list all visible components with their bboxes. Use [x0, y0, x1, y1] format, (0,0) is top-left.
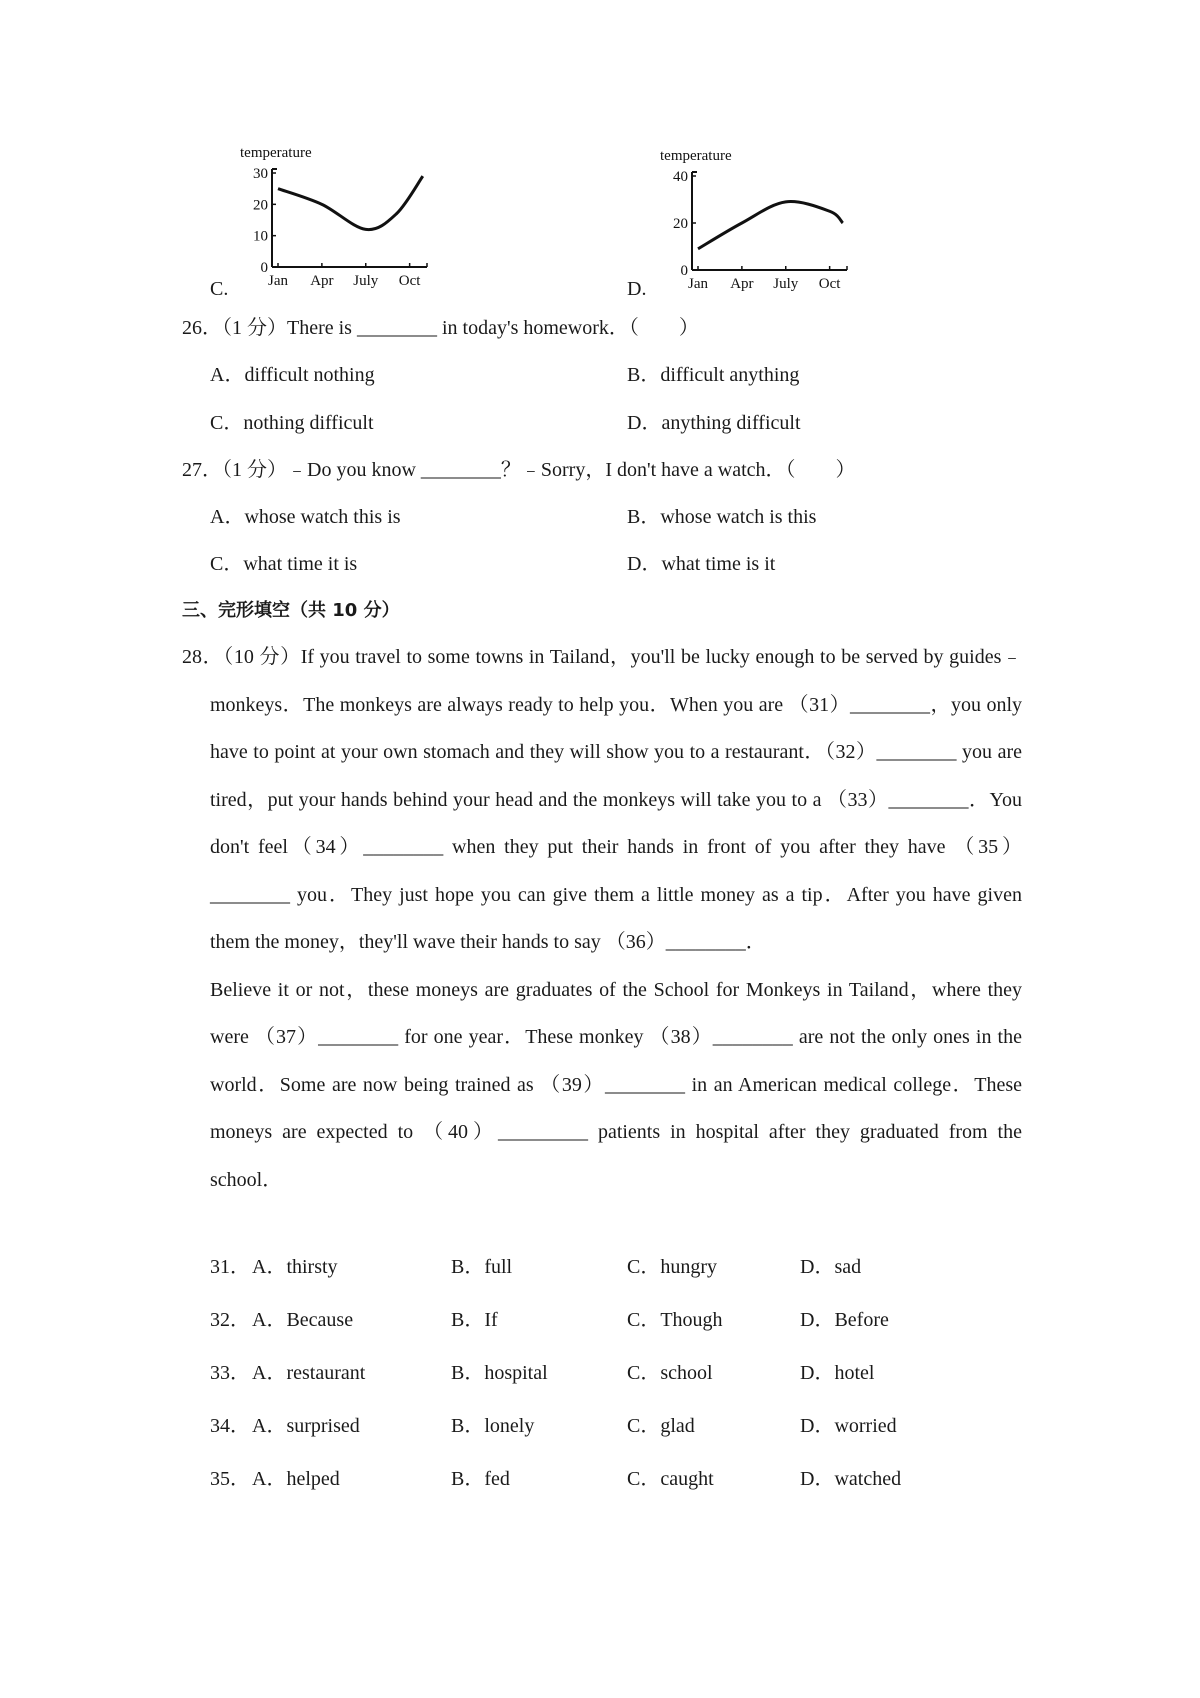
passage-paragraph-1: [182, 634, 1022, 967]
chart-c: [240, 145, 440, 300]
x-tick-label: Apr: [310, 273, 334, 289]
passage-paragraph-2-text: Believe it or not，these moneys are graduates of the School for Monkeys in Tailand，where they were （37）________ for one year．These monkey （38）________ are not the only ones in the world．Some are now being trained as （39）________ in an American medical college．These moneys are expected to （40）_________ patients in hospital after they graduated from the school．: [210, 978, 1022, 1191]
option-c-label: C.: [210, 278, 229, 300]
option-a[interactable]: A．helped: [252, 1468, 340, 1490]
y-axis-label: temperature: [660, 148, 732, 164]
option-number: 32．: [210, 1309, 250, 1331]
option-d[interactable]: D．worried: [800, 1415, 897, 1437]
option-d[interactable]: D．Before: [800, 1309, 889, 1331]
y-axis-label: temperature: [240, 145, 312, 161]
option-number: 31．: [210, 1256, 250, 1278]
passage-paragraph-1-text: 28．（10 分）If you travel to some towns in Tailand，you'll be lucky enough to be served by guides﹣monkeys．The monkeys are always ready to help you．When you are （31）________，you only have to point at your own stomach and they will show you to a restaurant．（32）________ you are tired，put your hands behind your head and the monkeys will take you to a （33）________．You don't feel（34）________ when they put their hands in front of you after they have （35）________ you．They just hope you can give them a little money as a tip．After you have given them the money，they'll wave their hands to say （36）________．: [182, 646, 1022, 953]
option-c[interactable]: C．school: [627, 1362, 713, 1384]
temperature-series-line: [278, 176, 423, 229]
option-b[interactable]: B．full: [451, 1256, 513, 1278]
y-tick-label: 30: [253, 166, 268, 182]
question-27-option-b[interactable]: B．whose watch is this: [627, 506, 817, 528]
chart-d-svg: [660, 148, 860, 298]
chart-c-svg: [240, 145, 440, 295]
x-tick-label: Oct: [818, 276, 841, 292]
x-tick-label: Oct: [398, 273, 421, 289]
option-c[interactable]: C．glad: [627, 1415, 695, 1437]
option-number: 35．: [210, 1468, 250, 1490]
option-c[interactable]: C．hungry: [627, 1256, 717, 1278]
option-d[interactable]: D．sad: [800, 1256, 862, 1278]
chart-d: [660, 148, 860, 303]
x-tick-label: Jan: [268, 273, 288, 289]
question-26-option-a[interactable]: A．difficult nothing: [210, 364, 375, 386]
option-b[interactable]: B．lonely: [451, 1415, 535, 1437]
y-tick-label: 40: [673, 169, 688, 185]
option-number: 33．: [210, 1362, 250, 1384]
question-27-option-a[interactable]: A．whose watch this is: [210, 506, 401, 528]
option-b[interactable]: B．hospital: [451, 1362, 548, 1384]
question-26-stem: 26．（1 分）There is ________ in today's homework．（ ）: [182, 317, 699, 339]
option-b[interactable]: B．If: [451, 1309, 498, 1331]
question-26-option-b[interactable]: B．difficult anything: [627, 364, 800, 386]
y-tick-label: 0: [260, 260, 268, 276]
y-tick-label: 20: [253, 197, 268, 214]
section-3-heading: 三、完形填空（共 10 分）: [182, 600, 400, 621]
y-tick-label: 20: [673, 216, 688, 232]
option-c[interactable]: C．Though: [627, 1309, 723, 1331]
option-number: 34．: [210, 1415, 250, 1437]
option-d[interactable]: D．hotel: [800, 1362, 875, 1384]
x-tick-label: July: [773, 276, 799, 292]
question-26-option-d[interactable]: D．anything difficult: [627, 412, 801, 434]
question-27-option-c[interactable]: C．what time it is: [210, 553, 358, 575]
option-d[interactable]: D．watched: [800, 1468, 902, 1490]
option-a[interactable]: A．restaurant: [252, 1362, 366, 1384]
option-a[interactable]: A．surprised: [252, 1415, 360, 1437]
option-d-label: D.: [627, 278, 647, 300]
option-b[interactable]: B．fed: [451, 1468, 510, 1490]
question-28-passage: [182, 634, 1022, 1204]
question-27-stem: 27．（1 分）﹣Do you know ________？﹣Sorry，I don't have a watch．（ ）: [182, 459, 856, 481]
question-26-option-c[interactable]: C．nothing difficult: [210, 412, 374, 434]
y-tick-label: 10: [253, 228, 268, 245]
x-tick-label: Apr: [730, 276, 754, 292]
x-tick-label: Jan: [688, 276, 708, 292]
passage-paragraph-2: [182, 967, 1022, 1205]
option-c[interactable]: C．caught: [627, 1468, 714, 1490]
temperature-series-line: [698, 202, 843, 249]
y-tick-label: 0: [680, 263, 688, 279]
option-a[interactable]: A．thirsty: [252, 1256, 338, 1278]
question-27-option-d[interactable]: D．what time is it: [627, 553, 776, 575]
option-a[interactable]: A．Because: [252, 1309, 354, 1331]
x-tick-label: July: [353, 273, 379, 289]
